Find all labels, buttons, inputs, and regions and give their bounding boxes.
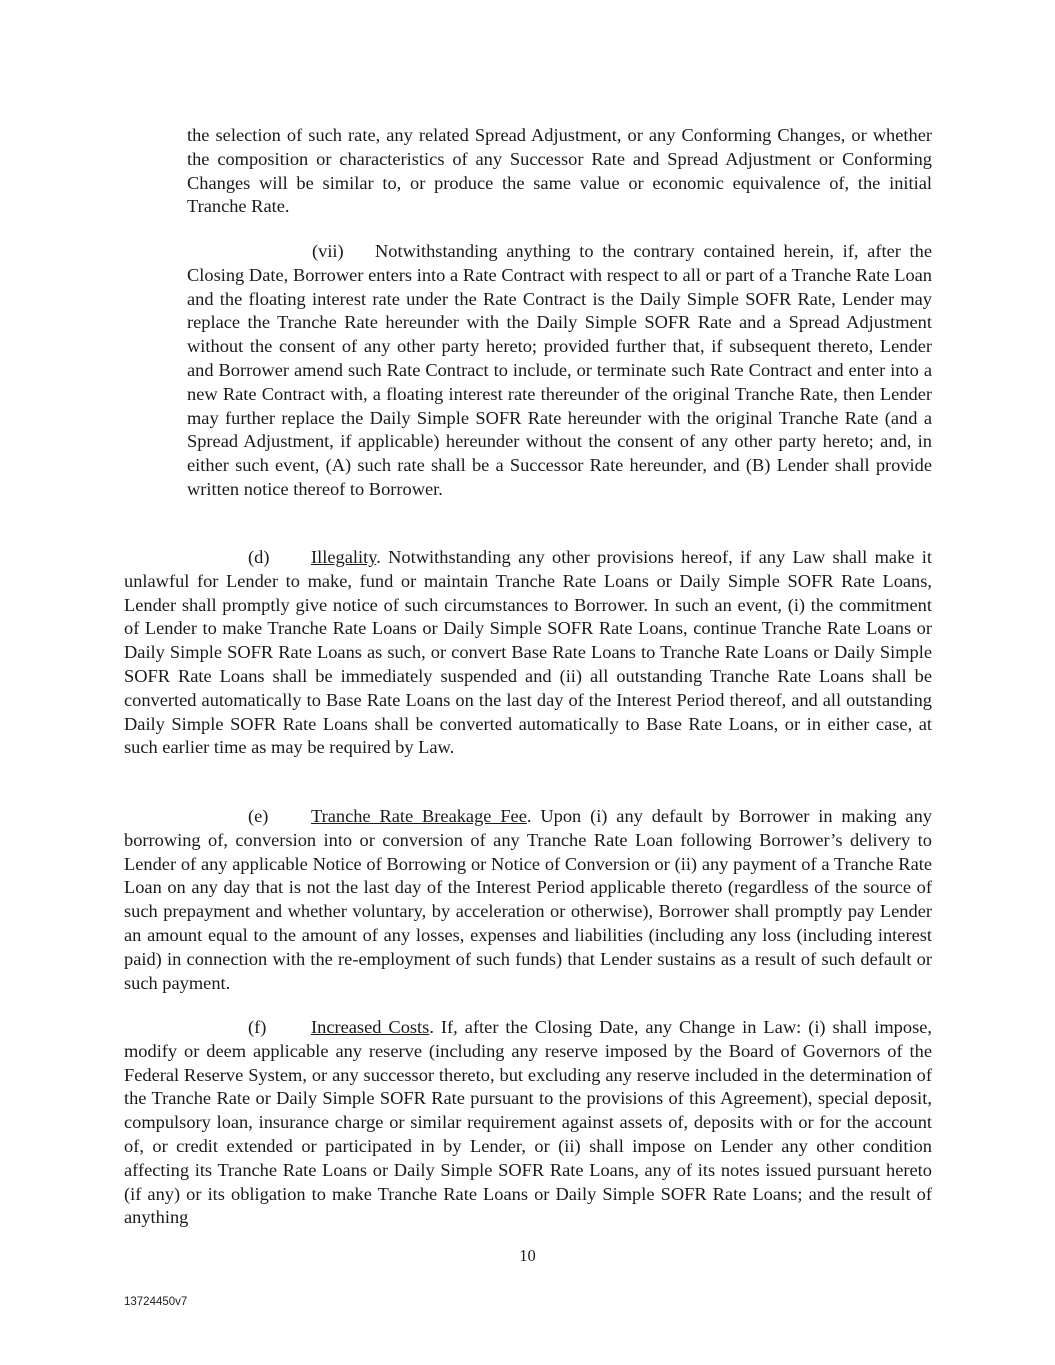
paragraph-e-breakage-fee: (e) Tranche Rate Breakage Fee. Upon (i) any default by Borrower in making any borrowing of, conversion into or conversion of any Tranche Rate Loan following Borrower’s delivery to Lender of any applicable Notice of Borrowing or Notice of Conversion or (ii) any payment of a Tranche Rate Loan on any day that is not the last day of the Interest Period applicable thereto (regardless of the source of such prepayment and whether voluntary, by acceleration or otherwise), Borrower shall promptly pay Lender an amount equal to the amount of any losses, expenses and liabilities (including any loss (including interest paid) in connection with the re-employment of such funds) that Lender sustains as a result of such default or such payment. [124,806,932,993]
paragraph-text: Notwithstanding any other provisions hereof, if any Law shall make it unlawful for Lender to make, fund or maintain Tranche Rate Loans or Daily Simple SOFR Rate Loans, Lender shall promptly give notice of such circumstances to Borrower. In such an event, (i) the commitment of Lender to make Tranche Rate Loans or Daily Simple SOFR Rate Loans, continue Tranche Rate Loans or Daily Simple SOFR Rate Loans as such, or convert Base Rate Loans to Tranche Rate Loans or Daily Simple SOFR Rate Loans shall be immediately suspended and (ii) all outstanding Tranche Rate Loans shall be converted automatically to Base Rate Loans on the last day of the Interest Period thereof, and all outstanding Daily Simple SOFR Rate Loans shall be converted automatically to Base Rate Loans, or in either case, at such earlier time as may be required by Law. [124,547,932,758]
section-heading: Illegality [311,547,377,567]
paragraph-enumerator: (e) [248,806,269,826]
paragraph-d-illegality: (d) Illegality. Notwithstanding any other provisions hereof, if any Law shall make it unlawful for Lender to make, fund or maintain Tranche Rate Loans or Daily Simple SOFR Rate Loans, Lender shall promptly give notice of such circumstances to Borrower. In such an event, (i) the commitment of Lender to make Tranche Rate Loans or Daily Simple SOFR Rate Loans, continue Tranche Rate Loans or Daily Simple SOFR Rate Loans as such, or convert Base Rate Loans to Tranche Rate Loans or Daily Simple SOFR Rate Loans shall be immediately suspended and (ii) all outstanding Tranche Rate Loans shall be converted automatically to Base Rate Loans on the last day of the Interest Period thereof, and all outstanding Daily Simple SOFR Rate Loans shall be converted automatically to Base Rate Loans, or in either case, at such earlier time as may be required by Law. [124,547,932,758]
section-heading: Increased Costs [311,1017,430,1037]
paragraph-enumerator: (d) [248,547,270,567]
paragraph-enumerator: (f) [248,1017,267,1037]
page-number: 10 [519,1246,536,1265]
paragraph-enumerator: (vii) [312,241,344,261]
paragraph-text: Upon (i) any default by Borrower in making any borrowing of, conversion into or conversion of any Tranche Rate Loan following Borrower’s delivery to Lender of any applicable Notice of Borrowing or Notice of Conversion or (ii) any payment of a Tranche Rate Loan on any day that is not the last day of the Interest Period applicable thereto (regardless of the source of such prepayment and whether voluntary, by acceleration or otherwise), Borrower shall promptly pay Lender an amount equal to the amount of any losses, expenses and liabilities (including any loss (including interest paid) in connection with the re-employment of such funds) that Lender sustains as a result of such default or such payment. [124,806,932,993]
paragraph-continuation [187,124,932,219]
document-id: 13724450v7 [124,1296,188,1308]
paragraph-text: If, after the Closing Date, any Change in Law: (i) shall impose, modify or deem applicable any reserve (including any reserve imposed by the Board of Governors of the Federal Reserve System, or any successor thereto, but excluding any reserve included in the determination of the Tranche Rate or Daily Simple SOFR Rate pursuant to the provisions of this Agreement), special deposit, compulsory loan, insurance charge or similar requirement against assets of, deposits with or for the account of, or credit extended or participated in by Lender, or (ii) shall impose on Lender any other condition affecting its Tranche Rate Loans or Daily Simple SOFR Rate Loans, any of its notes issued pursuant hereto (if any) or its obligation to make Tranche Rate Loans or Daily Simple SOFR Rate Loans; and the result of anything [124,1017,932,1228]
paragraph-vii [187,240,932,502]
paragraph-text: Notwithstanding anything to the contrary contained herein, if, after the Closing Date, Borrower enters into a Rate Contract with respect to all or part of a Tranche Rate Loan and the floating interest rate under the Rate Contract is the Daily Simple SOFR Rate, Lender may replace the Tranche Rate hereunder with the Daily Simple SOFR Rate and a Spread Adjustment without the consent of any other party hereto; provided further that, if subsequent thereto, Lender and Borrower amend such Rate Contract to include, or terminate such Rate Contract and enter into a new Rate Contract with, a floating interest rate thereunder of the original Tranche Rate, then Lender may further replace the Daily Simple SOFR Rate hereunder with the original Tranche Rate (and a Spread Adjustment, if applicable) hereunder without the consent of any other party hereto; and, in either such event, (A) such rate shall be a Successor Rate hereunder, and (B) Lender shall provide written notice thereof to Borrower. [187,241,932,499]
paragraph-f-increased-costs: (f) Increased Costs. If, after the Closing Date, any Change in Law: (i) shall impose, modify or deem applicable any reserve (including any reserve imposed by the Board of Governors of the Federal Reserve System, or any successor thereto, but excluding any reserve included in the determination of the Tranche Rate or Daily Simple SOFR Rate pursuant to the provisions of this Agreement), special deposit, compulsory loan, insurance charge or similar requirement against assets of, deposits with or for the account of, or credit extended or participated in by Lender, or (ii) shall impose on Lender any other condition affecting its Tranche Rate Loans or Daily Simple SOFR Rate Loans, any of its notes issued pursuant hereto (if any) or its obligation to make Tranche Rate Loans or Daily Simple SOFR Rate Loans; and the result of anything [124,1017,932,1228]
paragraph-text: the selection of such rate, any related Spread Adjustment, or any Conforming Changes, or whether the composition or characteristics of any Successor Rate and Spread Adjustment or Conforming Changes will be similar to, or produce the same value or economic equivalence of, the initial Tranche Rate. [187,125,932,217]
section-heading: Tranche Rate Breakage Fee [311,806,527,826]
